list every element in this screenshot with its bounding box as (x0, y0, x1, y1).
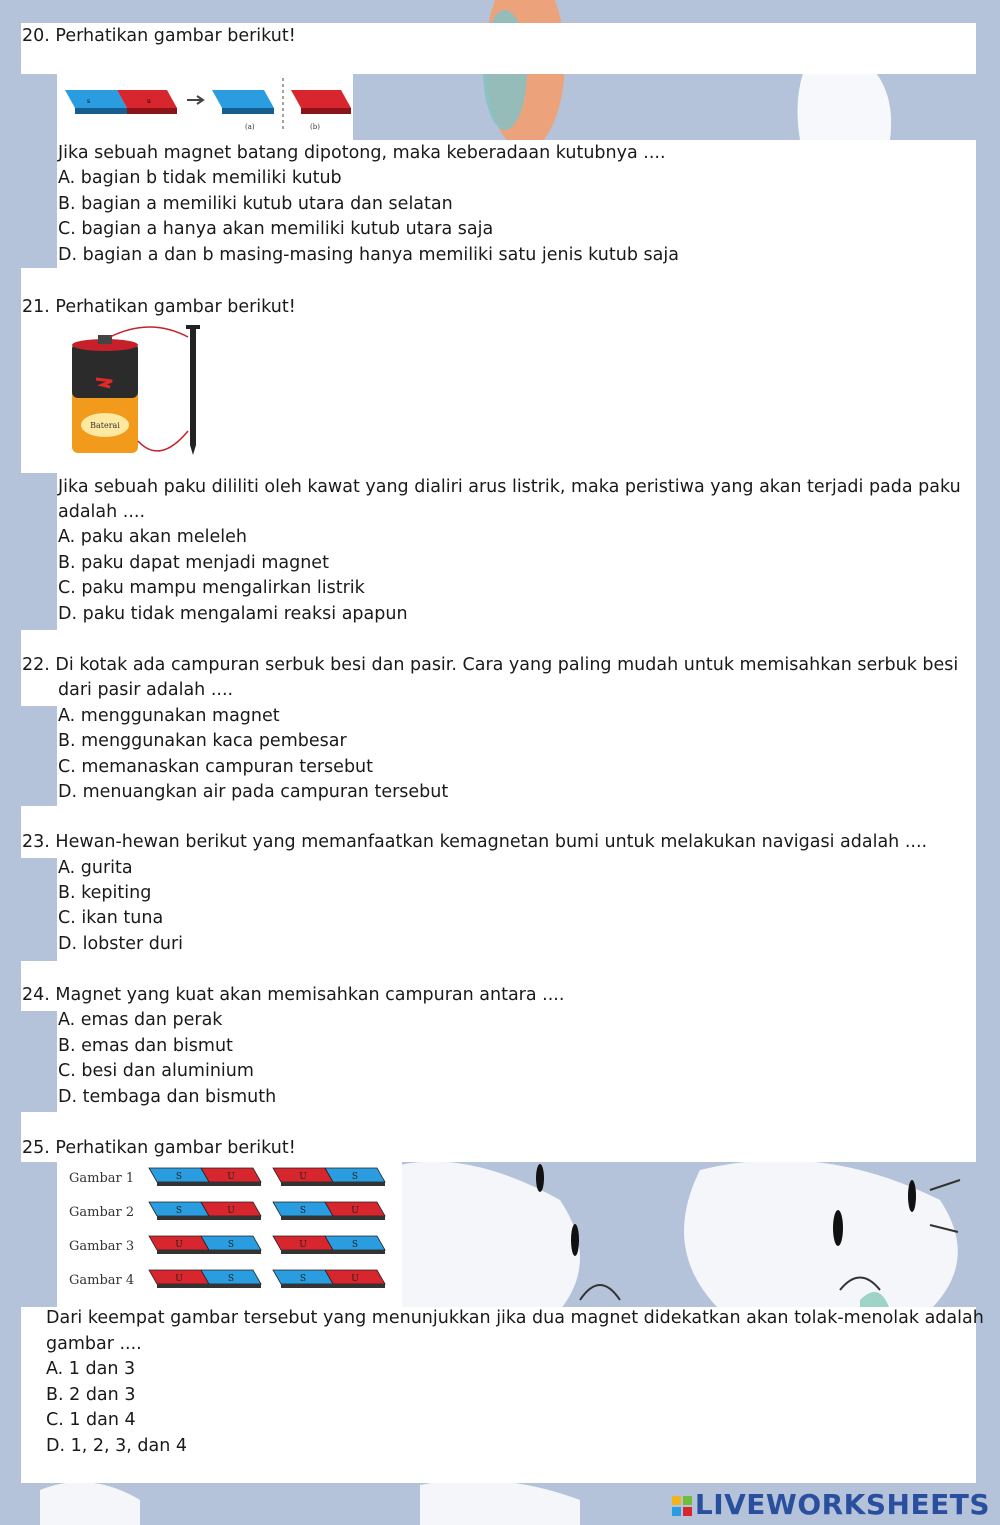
pole-label: S (351, 1240, 359, 1250)
gambar-label: Gambar 2 (69, 1205, 135, 1220)
q20-heading (22, 24, 296, 49)
q24-option-d[interactable]: D. tembaga dan bismuth (58, 1087, 277, 1107)
magnet-right (273, 1202, 385, 1220)
q23-option-a[interactable]: A. gurita (58, 858, 133, 878)
liveworksheets-logo[interactable] (672, 1488, 990, 1521)
q20-question: Jika sebuah magnet batang dipotong, maka keberadaan kutubnya .... (58, 143, 666, 163)
liveworksheets-grid-icon (672, 1496, 692, 1516)
q23-stem: Hewan-hewan berikut yang memanfaatkan kemagnetan bumi untuk melakukan navigasi adalah .... (55, 832, 928, 852)
pole-label: S (227, 1274, 235, 1284)
q20-magnet-figure (57, 74, 353, 140)
q25-heading (22, 1136, 296, 1161)
q21-battery-nail-figure (60, 323, 210, 463)
pole-label: U (351, 1206, 359, 1216)
magnet-right (273, 1236, 385, 1254)
q21-option-a[interactable]: A. paku akan meleleh (58, 527, 247, 547)
q24-heading (22, 983, 564, 1008)
battery-icon (72, 335, 138, 453)
q20-pole-s: s (87, 98, 91, 105)
pole-label: U (175, 1240, 183, 1250)
gambar-label: Gambar 3 (69, 1239, 135, 1254)
q21-option-b[interactable]: B. paku dapat menjadi magnet (58, 553, 329, 573)
q20-stem: Perhatikan gambar berikut! (55, 26, 296, 46)
pole-label: S (299, 1274, 307, 1284)
q23-option-c[interactable]: C. ikan tuna (58, 908, 164, 928)
magnet-left (149, 1270, 261, 1288)
q25-number: 25. (22, 1138, 50, 1158)
pole-label: U (227, 1206, 235, 1216)
nail-icon (186, 325, 200, 455)
q22-option-d[interactable]: D. menuangkan air pada campuran tersebut (58, 782, 449, 802)
q20-label-a: (a) (245, 123, 255, 131)
gambar-label: Gambar 1 (69, 1171, 135, 1186)
battery-label: Baterai (90, 421, 120, 430)
logo-text: LIVEWORKSHEETS (694, 1488, 990, 1521)
pole-label: U (299, 1240, 307, 1250)
q23-number: 23. (22, 832, 50, 852)
q21-question-line1: Jika sebuah paku dililiti oleh kawat yang dialiri arus listrik, maka peristiwa yang akan terjadi pada paku (58, 477, 961, 497)
q22-stem-line1: Di kotak ada campuran serbuk besi dan pasir. Cara yang paling mudah untuk memisahkan serbuk besi (55, 655, 959, 675)
q21-option-c[interactable]: C. paku mampu mengalirkan listrik (58, 578, 365, 598)
q22-option-c[interactable]: C. memanaskan campuran tersebut (58, 757, 373, 777)
q20-label-b: (b) (310, 123, 320, 131)
panel-q23-body (57, 858, 976, 961)
q23-heading (22, 830, 927, 855)
q24-option-b[interactable]: B. emas dan bismut (58, 1036, 233, 1056)
q20-pole-u: u (147, 98, 151, 105)
magnet-right (273, 1168, 385, 1186)
q25-option-a[interactable]: A. 1 dan 3 (46, 1359, 136, 1379)
q25-option-d[interactable]: D. 1, 2, 3, dan 4 (46, 1436, 187, 1456)
q20-option-b[interactable]: B. bagian a memiliki kutub utara dan selatan (58, 194, 453, 214)
q25-option-c[interactable]: C. 1 dan 4 (46, 1410, 136, 1430)
q22-option-b[interactable]: B. menggunakan kaca pembesar (58, 731, 347, 751)
q21-stem: Perhatikan gambar berikut! (55, 297, 296, 317)
pole-label: U (227, 1172, 235, 1182)
q25-question-line2: gambar .... (46, 1334, 142, 1354)
q21-question-line2: adalah .... (58, 502, 146, 522)
q25-stem: Perhatikan gambar berikut! (55, 1138, 296, 1158)
pole-label: U (351, 1274, 359, 1284)
magnet-right (273, 1270, 385, 1288)
q24-number: 24. (22, 985, 50, 1005)
q20-option-d[interactable]: D. bagian a dan b masing-masing hanya memiliki satu jenis kutub saja (58, 245, 679, 265)
q25-option-b[interactable]: B. 2 dan 3 (46, 1385, 136, 1405)
pole-label: S (351, 1172, 359, 1182)
q20-whole-magnet (65, 90, 177, 114)
magnet-left (149, 1236, 261, 1254)
q24-option-c[interactable]: C. besi dan aluminium (58, 1061, 254, 1081)
q21-heading (22, 295, 296, 320)
q24-stem: Magnet yang kuat akan memisahkan campuran antara .... (55, 985, 565, 1005)
q21-option-d[interactable]: D. paku tidak mengalami reaksi apapun (58, 604, 408, 624)
magnet-left (149, 1202, 261, 1220)
pole-label: U (299, 1172, 307, 1182)
q22-stem-line2: dari pasir adalah .... (58, 680, 234, 700)
q20-number: 20. (22, 26, 50, 46)
pole-label: S (175, 1206, 183, 1216)
magnet-left (149, 1168, 261, 1186)
q20-option-a[interactable]: A. bagian b tidak memiliki kutub (58, 168, 342, 188)
q25-question-line1: Dari keempat gambar tersebut yang menunjukkan jika dua magnet didekatkan akan tolak-menolak adalah (46, 1308, 984, 1328)
pole-label: S (227, 1240, 235, 1250)
q25-magnet-pairs-figure (57, 1162, 402, 1307)
pole-label: S (299, 1206, 307, 1216)
q20-option-c[interactable]: C. bagian a hanya akan memiliki kutub utara saja (58, 219, 494, 239)
q23-option-d[interactable]: D. lobster duri (58, 934, 184, 954)
q24-option-a[interactable]: A. emas dan perak (58, 1010, 223, 1030)
q21-number: 21. (22, 297, 50, 317)
pole-label: S (175, 1172, 183, 1182)
pole-label: U (175, 1274, 183, 1284)
q22-number: 22. (22, 655, 50, 675)
q22-option-a[interactable]: A. menggunakan magnet (58, 706, 280, 726)
gambar-label: Gambar 4 (69, 1273, 135, 1288)
q23-option-b[interactable]: B. kepiting (58, 883, 152, 903)
q22-heading (22, 653, 958, 678)
arrow-right-icon (187, 96, 203, 104)
